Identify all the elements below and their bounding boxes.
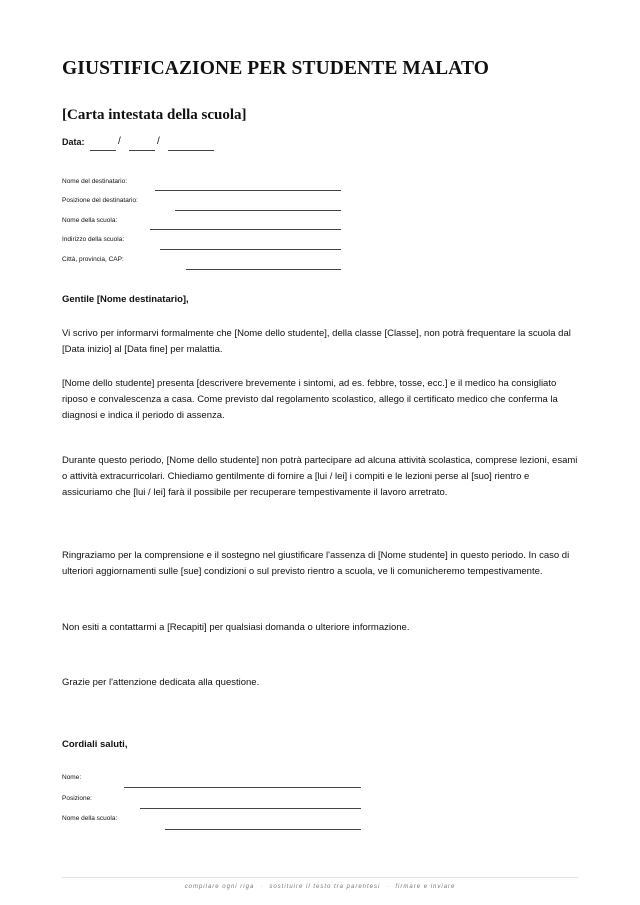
signer-school-field[interactable]	[165, 829, 361, 830]
school-address-label: Indirizzo della scuola:	[62, 236, 125, 243]
recipient-position-field[interactable]	[175, 210, 341, 211]
body-paragraph: Durante questo periodo, [Nome dello studente] non potrà partecipare ad alcuna attività scolastica, comprese lezioni, esami o attività extracurricolari. Chiediamo gentilmente di fornire a [lui / lei] i compiti e le lezioni perse al [suo] rientro e assicuriamo che [lui / lei] farà il possibile per recuperare tempestivamente il lavoro arretrato.	[62, 455, 578, 498]
date-day-field[interactable]	[90, 150, 116, 151]
body-paragraph: Grazie per l'attenzione dedicata alla questione.	[62, 677, 260, 688]
school-name-label: Nome della scuola:	[62, 217, 118, 224]
footer-divider	[62, 877, 578, 878]
signer-name-field[interactable]	[124, 787, 361, 788]
body-paragraph: [Nome dello studente] presenta [descrivere brevemente i sintomi, ad es. febbre, tosse, ecc.] e il medico ha consigliato riposo e convalescenza a casa. Come previsto dal regolamento scolastico, allego il certificato medico che conferma la diagnosi e indica il periodo di assenza.	[62, 378, 558, 421]
footer-separator: ·	[386, 884, 390, 890]
recipient-name-label: Nome del destinatario:	[62, 178, 128, 185]
city-province-zip-field[interactable]	[186, 269, 341, 270]
footer-item: sostituire il testo tra parentesi	[269, 884, 381, 890]
date-separator: /	[157, 136, 160, 147]
footer-item: compilare ogni riga	[184, 884, 255, 890]
letterhead-placeholder: [Carta intestata della scuola]	[62, 107, 247, 123]
school-address-field[interactable]	[160, 249, 341, 250]
greeting: Gentile [Nome destinatario],	[62, 294, 189, 305]
signer-name-label: Nome:	[62, 774, 82, 781]
school-name-field[interactable]	[150, 229, 341, 230]
date-year-field[interactable]	[168, 150, 214, 151]
signer-position-field[interactable]	[140, 808, 361, 809]
footer-instructions	[0, 884, 640, 890]
body-paragraph: Ringraziamo per la comprensione e il sostegno nel giustificare l'assenza di [Nome studente] in questo periodo. In caso di ulteriori aggiornamenti sulle [sue] condizioni o sul previsto rientro a scuola, ve li comunicheremo tempestivamente.	[62, 550, 570, 577]
city-province-zip-label: Città, provincia, CAP:	[62, 256, 124, 263]
closing: Cordiali saluti,	[62, 739, 128, 750]
document-title: GIUSTIFICAZIONE PER STUDENTE MALATO	[62, 58, 489, 79]
date-label: Data:	[62, 137, 85, 147]
body-paragraph: Vi scrivo per informarvi formalmente che [Nome dello studente], della classe [Classe], non potrà frequentare la scuola dal [Data inizio] al [Data fine] per malattia.	[62, 328, 571, 355]
signer-position-label: Posizione:	[62, 795, 92, 802]
body-paragraph: Non esiti a contattarmi a [Recapiti] per qualsiasi domanda o ulteriore informazione.	[62, 622, 410, 633]
footer-separator: ·	[260, 884, 264, 890]
date-month-field[interactable]	[129, 150, 155, 151]
recipient-name-field[interactable]	[155, 190, 341, 191]
footer-item: firmare e inviare	[395, 884, 456, 890]
signer-school-label: Nome della scuola:	[62, 815, 118, 822]
date-separator: /	[118, 136, 121, 147]
recipient-position-label: Posizione del destinatario:	[62, 197, 138, 204]
